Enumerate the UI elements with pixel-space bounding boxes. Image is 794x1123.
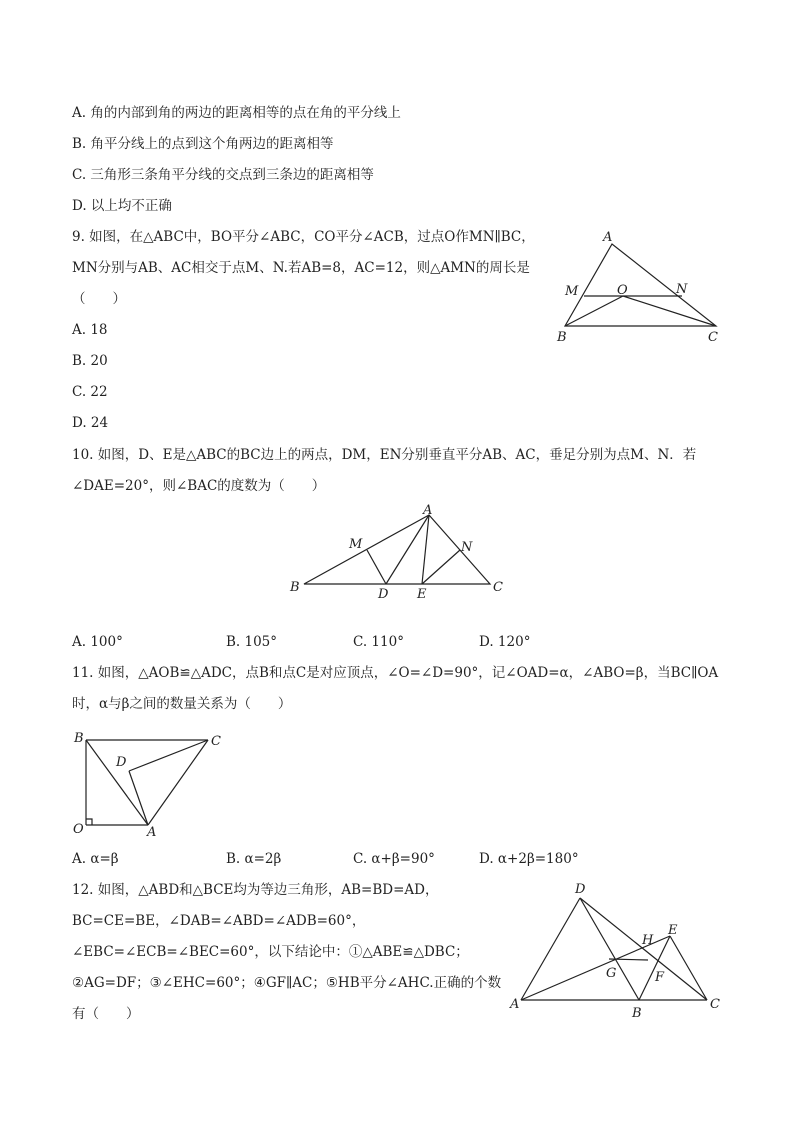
q8-option-c: C. 三角形三条角平分线的交点到三条边的距离相等 [72,167,374,183]
q11-option-a: A. α=β [72,851,119,867]
q11-label-a: A [147,825,157,840]
q11-segment-ca [148,740,208,825]
q9-option-a: A. 18 [72,322,108,338]
q9-label-o: O [617,283,628,298]
q11-right-angle-mark [86,819,92,825]
q9-option-c: C. 22 [72,384,108,400]
q12-label-c: C [710,997,720,1012]
q12-stem-line4: ②AG=DF；③∠EHC=60°；④GF∥AC；⑤HB平分∠AHC.正确的个数 [72,975,502,991]
q12-label-f: F [655,970,665,985]
q10-figure [285,500,515,605]
q12-figure [505,878,730,1023]
q12-label-d: D [575,882,586,897]
q9-stem-line2: MN分别与AB、AC相交于点M、N.若AB=8，AC=12，则△AMN的周长是 [72,260,530,276]
q11-segment-dc [129,740,208,771]
q10-label-n: N [461,540,473,555]
q8-option-b: B. 角平分线上的点到这个角两边的距离相等 [72,136,334,152]
q9-label-a: A [603,230,613,245]
q10-option-d: D. 120° [479,634,531,650]
q12-label-g: G [606,966,617,981]
q11-stem-line2: 时，α与β之间的数量关系为（ ） [72,696,292,712]
q9-label-m: M [565,284,579,299]
q10-label-a: A [423,503,433,518]
q12-stem-line3: ∠EBC=∠ECB=∠BEC=60°，以下结论中：①△ABE≌△DBC； [72,944,469,960]
q12-segment-dc [580,898,707,1000]
q11-option-b: B. α=2β [226,851,282,867]
q10-stem-line1: 10. 如图，D、E是△ABC的BC边上的两点，DM，EN分别垂直平分AB、AC，垂足分别为点M、N．若 [72,447,697,463]
q10-option-b: B. 105° [226,634,278,650]
q12-stem-line1: 12. 如图，△ABD和△BCE均为等边三角形，AB=BD=AD， [72,882,439,898]
q10-stem-line2: ∠DAE=20°，则∠BAC的度数为（ ） [72,478,326,494]
q9-label-b: B [557,330,567,345]
q11-stem-line1: 11. 如图，△AOB≌△ADC，点B和点C是对应顶点，∠O=∠D=90°，记∠OAD=α，∠ABO=β，当BC∥OA [72,665,719,681]
q10-label-m: M [349,537,363,552]
q9-option-d: D. 24 [72,415,109,431]
q9-stem-line1: 9. 如图，在△ABC中，BO平分∠ABC，CO平分∠ACB，过点O作MN∥BC， [72,229,535,245]
q9-label-c: C [708,330,718,345]
q10-label-d: D [378,587,389,602]
q9-label-n: N [676,282,688,297]
q8-option-a: A. 角的内部到角的两边的距离相等的点在角的平分线上 [72,105,401,121]
q11-figure [68,728,233,840]
q12-segment-ec [670,936,707,1000]
q10-option-c: C. 110° [353,634,404,650]
q11-label-d: D [116,755,127,770]
q10-option-a: A. 100° [72,634,123,650]
q10-label-e: E [417,587,427,602]
q12-segment-db [580,898,639,1000]
q12-label-b: B [632,1006,642,1021]
q12-label-e: E [668,923,678,938]
q10-segment-dm [367,550,386,584]
q12-stem-line5: 有（ ） [72,1006,140,1022]
q9-option-b: B. 20 [72,353,108,369]
q10-label-b: B [290,580,300,595]
q9-stem-line3: （ ） [72,291,126,307]
q12-segment-ad [521,898,580,1000]
q12-label-h: H [642,933,654,948]
q11-segment-ba [86,740,148,825]
q12-label-a: A [510,997,520,1012]
q11-label-c: C [211,734,221,749]
q11-option-d: D. α+2β=180° [479,851,579,867]
q9-figure [550,228,740,353]
q8-option-d: D. 以上均不正确 [72,198,172,214]
q10-segment-en [422,550,460,584]
q9-segment-co [623,296,716,326]
q12-stem-line2: BC=CE=BE，∠DAB=∠ABD=∠ADB=60°， [72,913,366,929]
q10-label-c: C [493,580,503,595]
q11-segment-da [129,771,148,825]
q11-label-o: O [73,822,84,837]
q11-label-b: B [74,731,84,746]
q11-option-c: C. α+β=90° [353,851,435,867]
